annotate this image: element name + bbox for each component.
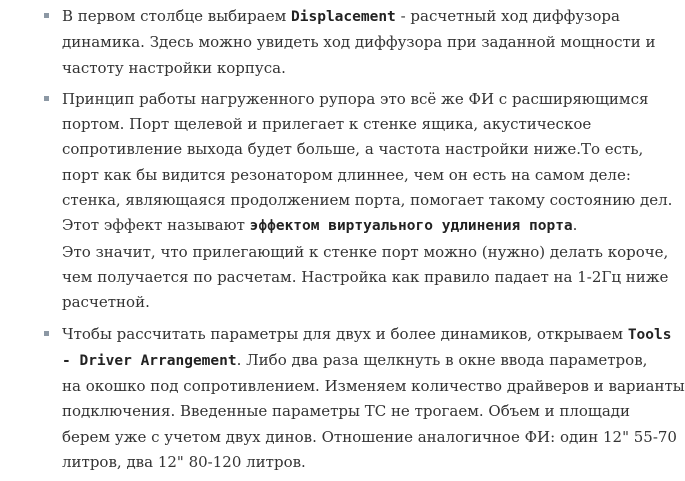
text-segment: сопротивление выхода будет больше, а частота настройки ниже.То есть, <box>62 140 644 159</box>
text-line <box>62 137 644 162</box>
text-segment: берем уже с учетом двух динов. Отношение аналогичное ФИ: один 12" 55-70 <box>62 427 677 446</box>
text-segment: . <box>572 216 578 235</box>
text-segment: . Либо два раза щелкнуть в окне ввода параметров, <box>236 350 648 369</box>
text-segment: Это значит, что прилегающий к стенке порт можно (нужно) делать короче, <box>62 242 669 261</box>
text-segment: динамика. Здесь можно увидеть ход диффузора при заданной мощности и <box>62 33 656 52</box>
text-segment: частоту настройки корпуса. <box>62 58 286 77</box>
text-segment: подключения. Введенные параметры ТС не трогаем. Объем и площади <box>62 402 631 421</box>
list-item <box>0 87 673 316</box>
text-line <box>62 374 685 399</box>
text-line <box>62 290 640 315</box>
text-line <box>62 213 640 239</box>
text-line <box>62 163 640 188</box>
text-segment: расчетной. <box>62 293 150 312</box>
text-line <box>62 240 669 265</box>
text-segment: Чтобы рассчитать параметры для двух и более динамиков, открываем <box>62 324 628 343</box>
square-bullet-icon <box>44 13 49 18</box>
text-line <box>62 87 649 112</box>
text-segment: литров, два 12" 80-120 литров. <box>62 453 306 472</box>
bullet-list <box>0 4 685 481</box>
text-line <box>62 399 640 424</box>
text-segment: чем получается по расчетам. Настройка как правило падает на 1-2Гц ниже <box>62 267 669 286</box>
text-segment: - расчетный ход диффузора <box>395 7 620 25</box>
text-segment: Этот эффект называют <box>62 216 250 235</box>
text-line <box>62 56 640 81</box>
text-segment: порт как бы видится резонатором длиннее, чем он есть на самом деле: <box>62 165 631 184</box>
text-segment: на окошко под сопротивлением. Изменяем количество драйверов и варианты <box>62 377 685 396</box>
text-line <box>62 348 648 374</box>
text-line <box>62 265 669 290</box>
text-line <box>62 188 673 213</box>
text-segment: В первом столбце выбираем <box>62 7 292 25</box>
list-item <box>0 4 656 81</box>
text-line <box>62 30 656 55</box>
bold-term: эффектом виртуального удлинения порта <box>249 218 573 235</box>
bold-term: Displacement <box>291 9 396 25</box>
text-segment: Принцип работы нагруженного рупора это всё же ФИ с расширяющимся <box>62 89 649 108</box>
square-bullet-icon <box>44 96 49 101</box>
bold-term: Tools <box>627 326 672 343</box>
text-segment: портом. Порт щелевой и прилегает к стенке ящика, акустическое <box>62 115 592 134</box>
bold-term: - Driver Arrangement <box>62 352 237 369</box>
square-bullet-icon <box>44 331 49 336</box>
text-line <box>62 4 640 30</box>
list-item <box>0 322 685 476</box>
text-line <box>62 322 672 348</box>
text-line <box>62 112 640 137</box>
text-segment: стенка, являющаяся продолжением порта, помогает такому состоянию дел. <box>62 191 673 210</box>
text-line <box>62 425 677 450</box>
text-line <box>62 450 640 475</box>
